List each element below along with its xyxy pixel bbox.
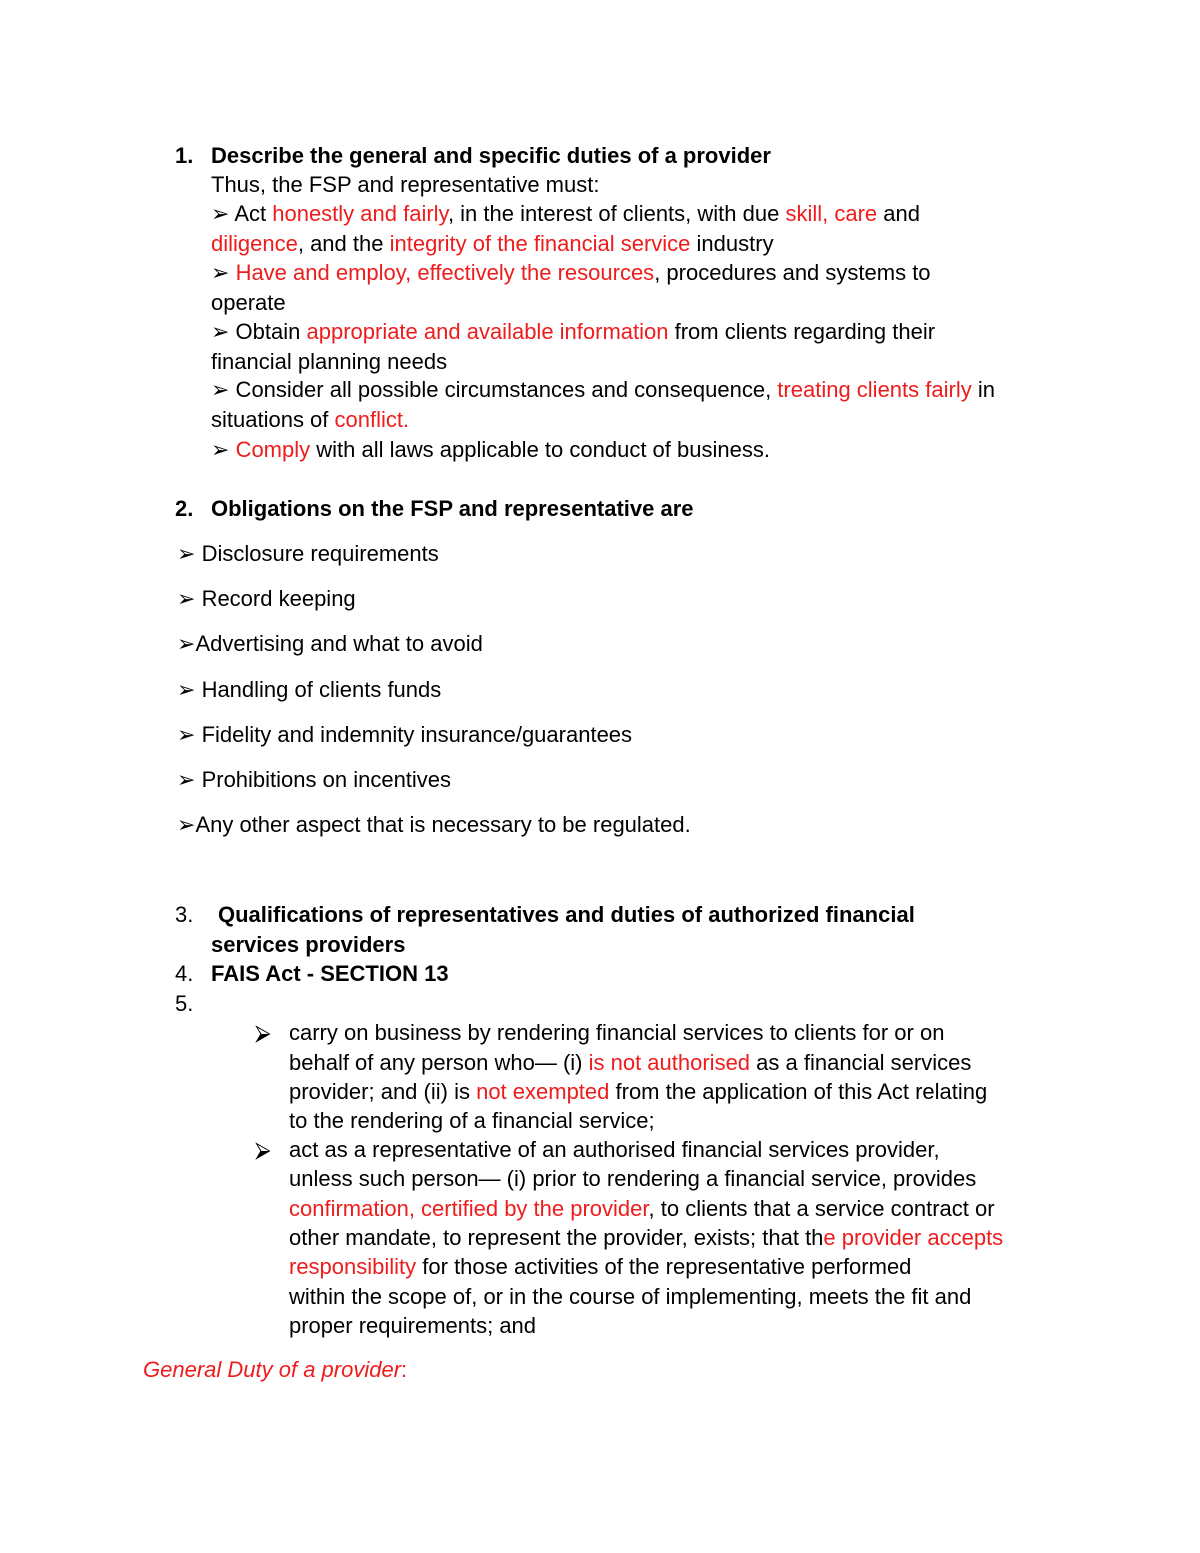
bullet-arrow-icon: ➢ <box>177 631 196 656</box>
highlight-text: integrity of the financial service <box>389 231 691 256</box>
section-5-number: 5. <box>175 991 194 1016</box>
text: : <box>401 1357 408 1382</box>
prohibition-1: carry on business by rendering financial services to clients for or on <box>289 1020 945 1045</box>
text: from the application of this Act relating <box>609 1079 988 1104</box>
obligation-item <box>177 539 439 569</box>
highlight-text: not exempted <box>476 1079 610 1104</box>
text: Consider all possible circumstances and consequence, <box>229 377 778 402</box>
obligation-item <box>177 765 451 795</box>
section-1-number: 1. <box>175 143 194 168</box>
text: Handling of clients funds <box>201 677 442 702</box>
prohibition-1-cont <box>289 1077 987 1107</box>
highlight-text: skill, care <box>785 201 878 226</box>
bullet-arrow-icon: ➢ <box>211 437 230 462</box>
duty-item-5 <box>211 435 770 465</box>
prohibition-2-cont <box>289 1194 995 1224</box>
highlight-text: e provider accepts <box>823 1225 1004 1250</box>
text: behalf of any person who— (i) <box>289 1050 589 1075</box>
text: Prohibitions on incentives <box>201 767 452 792</box>
text: Obtain <box>229 319 307 344</box>
text: from clients regarding their <box>668 319 936 344</box>
highlight-text: General Duty of a provider <box>143 1357 402 1382</box>
bullet-arrow-icon: ➢ <box>177 541 196 566</box>
obligation-item <box>177 584 356 614</box>
prohibition-2: act as a representative of an authorised financial services provider, <box>289 1137 940 1162</box>
bullet-arrow-icon: ➢ <box>211 319 230 344</box>
text: , to clients that a service contract or <box>648 1196 995 1221</box>
section-3-number: 3. <box>175 902 194 927</box>
text: with all laws applicable to conduct of business. <box>310 437 770 462</box>
highlight-text: appropriate and available information <box>306 319 669 344</box>
bullet-arrow-icon: ➢ <box>211 377 230 402</box>
text: Fidelity and indemnity insurance/guarantees <box>201 722 633 747</box>
duty-item-1-cont <box>211 229 774 259</box>
text: Act <box>229 201 273 226</box>
text: Record keeping <box>201 586 356 611</box>
obligation-item <box>177 629 483 659</box>
section-3-heading-cont: services providers <box>211 932 406 957</box>
duty-item-2-cont: operate <box>211 290 286 315</box>
highlight-text: treating clients fairly <box>777 377 972 402</box>
text: in <box>971 377 995 402</box>
bullet-arrow-icon: ➢ <box>177 722 196 747</box>
text: and <box>877 201 920 226</box>
obligation-item <box>177 720 632 750</box>
text: , procedures and systems to <box>654 260 931 285</box>
highlight-text: diligence <box>211 231 298 256</box>
section-1-heading: Describe the general and specific duties of a provider <box>211 143 771 168</box>
highlight-text: Comply <box>235 437 311 462</box>
prohibition-2-cont: proper requirements; and <box>289 1313 537 1338</box>
prohibition-2-cont: unless such person— (i) prior to rendering a financial service, provides <box>289 1166 977 1191</box>
text: situations of <box>211 407 335 432</box>
section-4-heading: FAIS Act - SECTION 13 <box>211 961 449 986</box>
prohibition-2-cont: within the scope of, or in the course of implementing, meets the fit and <box>289 1284 972 1309</box>
text: , in the interest of clients, with due <box>447 201 786 226</box>
section-2-heading: Obligations on the FSP and representative are <box>211 496 694 521</box>
arrow-bullet-icon: ⮚ <box>255 1137 271 1162</box>
duty-item-4 <box>211 375 995 405</box>
bullet-arrow-icon: ➢ <box>211 201 230 226</box>
section-4-number: 4. <box>175 961 194 986</box>
bullet-arrow-icon: ➢ <box>177 812 196 837</box>
duty-item-2 <box>211 258 931 288</box>
highlight-text: is not authorised <box>588 1050 751 1075</box>
text: provider; and (ii) is <box>289 1079 477 1104</box>
duty-item-1 <box>211 199 920 229</box>
text: Any other aspect that is necessary to be regulated. <box>195 812 691 837</box>
obligation-item <box>177 675 441 705</box>
duty-item-3-cont: financial planning needs <box>211 349 448 374</box>
prohibition-1-cont: to the rendering of a financial service; <box>289 1108 655 1133</box>
text: Disclosure requirements <box>201 541 439 566</box>
highlight-text: conflict. <box>334 407 410 432</box>
prohibition-2-cont <box>289 1223 1003 1253</box>
bullet-arrow-icon: ➢ <box>211 260 230 285</box>
arrow-bullet-icon: ⮚ <box>255 1020 271 1045</box>
text: industry <box>690 231 774 256</box>
text: other mandate, to represent the provider, exists; that th <box>289 1225 824 1250</box>
obligation-item <box>177 810 691 840</box>
bullet-arrow-icon: ➢ <box>177 767 196 792</box>
duty-item-4-cont <box>211 405 409 435</box>
text: Advertising and what to avoid <box>195 631 483 656</box>
general-duty-heading <box>143 1355 407 1385</box>
bullet-arrow-icon: ➢ <box>177 586 196 611</box>
highlight-text: responsibility <box>289 1254 417 1279</box>
text: , and the <box>297 231 390 256</box>
section-1-intro: Thus, the FSP and representative must: <box>211 172 600 197</box>
section-2-number: 2. <box>175 496 194 521</box>
section-3-heading: Qualifications of representatives and duties of authorized financial <box>218 902 915 927</box>
text: as a financial services <box>750 1050 972 1075</box>
highlight-text: confirmation, certified by the provider <box>289 1196 649 1221</box>
prohibition-1-cont <box>289 1048 971 1078</box>
bullet-arrow-icon: ➢ <box>177 677 196 702</box>
duty-item-3 <box>211 317 935 347</box>
highlight-text: honestly and fairly <box>272 201 448 226</box>
highlight-text: Have and employ, effectively the resources <box>235 260 655 285</box>
text: for those activities of the representative performed <box>416 1254 912 1279</box>
prohibition-2-cont <box>289 1252 911 1282</box>
